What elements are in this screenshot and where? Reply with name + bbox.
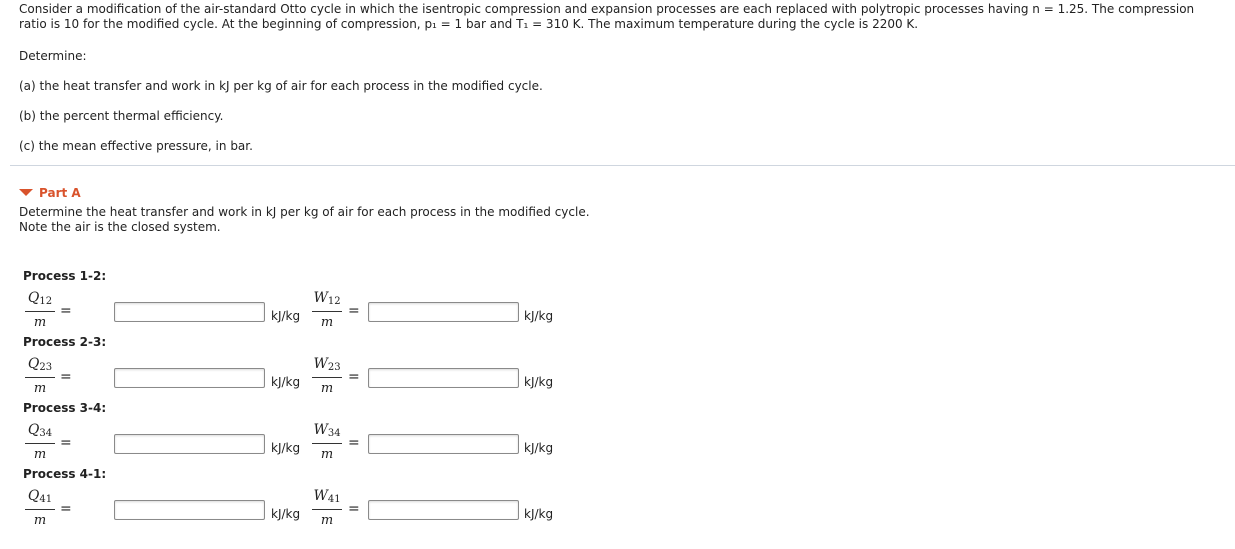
section-divider (10, 165, 1235, 166)
q-numerator (25, 357, 55, 378)
w-denominator: m (320, 447, 334, 462)
w-unit: kJ/kg (524, 441, 554, 455)
q-denominator: m (33, 447, 47, 462)
process-label: Process 2-3: (23, 335, 107, 349)
w-unit: kJ/kg (524, 375, 554, 389)
q-answer-input[interactable] (114, 368, 265, 388)
q-fraction (25, 357, 55, 396)
w-subscript: 34 (327, 428, 341, 439)
w-answer-input[interactable] (368, 434, 519, 454)
q-subscript: 41 (39, 494, 53, 505)
q-subscript: 23 (39, 362, 53, 373)
q-unit: kJ/kg (271, 441, 301, 455)
q-symbol: Q (27, 356, 40, 372)
process-label: Process 1-2: (23, 269, 107, 283)
q-symbol: Q (27, 422, 40, 438)
q-unit: kJ/kg (271, 375, 301, 389)
process-label: Process 4-1: (23, 467, 107, 481)
q-subscript: 34 (39, 428, 53, 439)
part-a-description-1: Determine the heat transfer and work in kJ per kg of air for each process in the modified cycle. (19, 205, 590, 219)
w-symbol: W (313, 488, 328, 504)
q-symbol: Q (27, 290, 40, 306)
q-equals: = (60, 501, 72, 517)
w-answer-input[interactable] (368, 302, 519, 322)
item-a: (a) the heat transfer and work in kJ per kg of air for each process in the modified cycle. (19, 79, 543, 93)
w-equals: = (348, 303, 360, 319)
w-denominator: m (320, 513, 334, 528)
w-fraction (312, 489, 342, 528)
w-subscript: 12 (327, 296, 341, 307)
w-fraction (312, 291, 342, 330)
q-answer-input[interactable] (114, 434, 265, 454)
w-unit: kJ/kg (524, 507, 554, 521)
w-answer-input[interactable] (368, 368, 519, 388)
q-answer-input[interactable] (114, 302, 265, 322)
w-answer-input[interactable] (368, 500, 519, 520)
q-denominator: m (33, 381, 47, 396)
w-symbol: W (313, 422, 328, 438)
w-unit: kJ/kg (524, 309, 554, 323)
q-symbol: Q (27, 488, 40, 504)
item-b: (b) the percent thermal efficiency. (19, 109, 224, 123)
triangle-down-icon[interactable] (19, 189, 33, 196)
w-numerator (312, 291, 342, 312)
w-symbol: W (313, 290, 328, 306)
w-numerator (312, 423, 342, 444)
q-answer-input[interactable] (114, 500, 265, 520)
q-fraction (25, 291, 55, 330)
q-numerator (25, 489, 55, 510)
problem-intro-line-2: ratio is 10 for the modified cycle. At the beginning of compression, p₁ = 1 bar and T₁ = 310 K. The maximum temperature during the cycle is 2200 K. (19, 17, 919, 31)
w-numerator (312, 357, 342, 378)
part-a-toggle[interactable] (19, 185, 81, 200)
q-unit: kJ/kg (271, 309, 301, 323)
w-numerator (312, 489, 342, 510)
w-denominator: m (320, 381, 334, 396)
w-denominator: m (320, 315, 334, 330)
w-subscript: 23 (327, 362, 341, 373)
part-a-label[interactable]: Part A (39, 185, 81, 200)
w-symbol: W (313, 356, 328, 372)
w-fraction (312, 423, 342, 462)
determine-label: Determine: (19, 49, 87, 63)
w-equals: = (348, 369, 360, 385)
q-subscript: 12 (39, 296, 53, 307)
item-c: (c) the mean effective pressure, in bar. (19, 139, 253, 153)
w-equals: = (348, 435, 360, 451)
w-equals: = (348, 501, 360, 517)
q-numerator (25, 423, 55, 444)
w-subscript: 41 (327, 494, 341, 505)
part-a-description-2: Note the air is the closed system. (19, 220, 221, 234)
process-label: Process 3-4: (23, 401, 107, 415)
problem-intro-line-1: Consider a modification of the air-standard Otto cycle in which the isentropic compression and expansion processes are each replaced with polytropic processes having n = 1.25. The compression (19, 2, 1195, 16)
q-equals: = (60, 369, 72, 385)
q-numerator (25, 291, 55, 312)
q-equals: = (60, 435, 72, 451)
q-unit: kJ/kg (271, 507, 301, 521)
q-fraction (25, 423, 55, 462)
q-denominator: m (33, 513, 47, 528)
q-fraction (25, 489, 55, 528)
q-equals: = (60, 303, 72, 319)
w-fraction (312, 357, 342, 396)
q-denominator: m (33, 315, 47, 330)
